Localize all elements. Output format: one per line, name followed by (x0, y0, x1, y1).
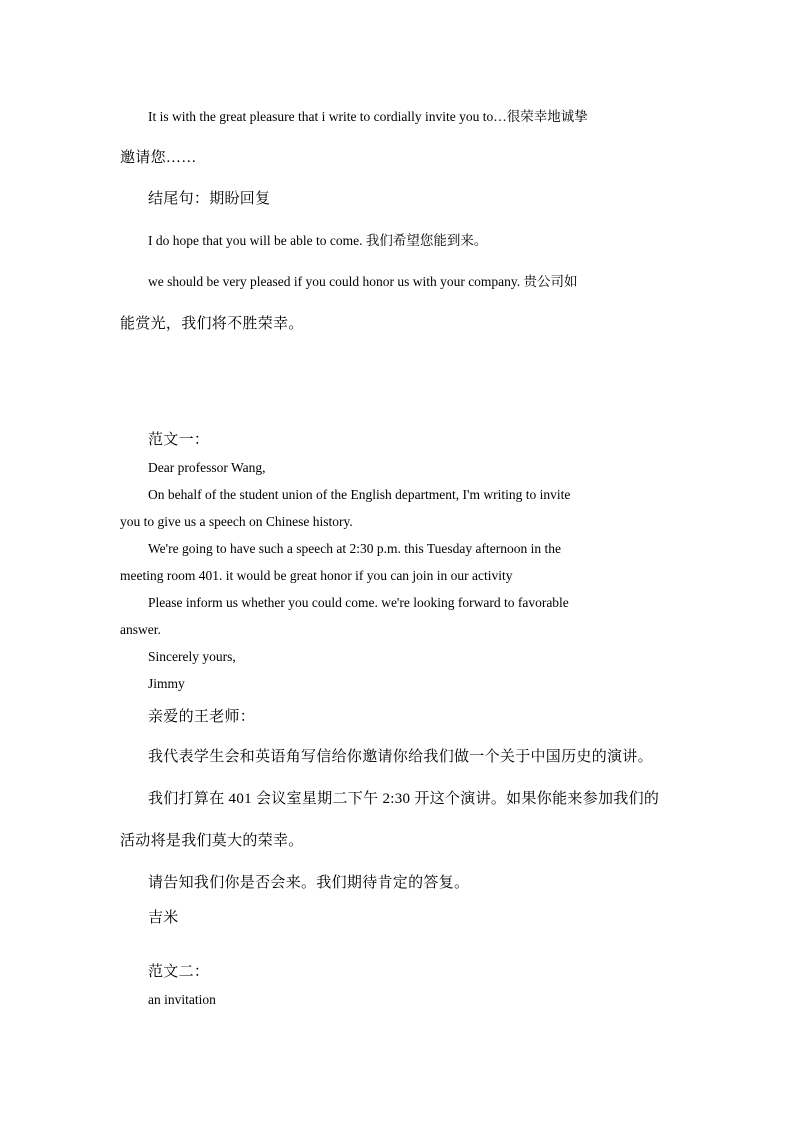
text-line: 邀请您…… (120, 150, 197, 166)
translation-body-line: 请告知我们你是否会来。我们期待肯定的答复。 (148, 875, 470, 891)
letter-body-line: We're going to have such a speech at 2:30 p.m. this Tuesday afternoon in the (148, 541, 562, 556)
text-line: an invitation (148, 992, 216, 1007)
letter-body-line: On behalf of the student union of the English department, I'm writing to invite (148, 487, 571, 502)
letter-closing: Sincerely yours, (148, 649, 236, 664)
section-heading: 范文二： (148, 964, 210, 980)
translation-salutation: 亲爱的王老师： (148, 709, 256, 725)
text-line: 能赏光，我们将不胜荣幸。 (120, 316, 304, 332)
letter-body-line: you to give us a speech on Chinese history. (120, 514, 353, 529)
text-line: we should be very pleased if you could honor us with your company. 贵公司如 (148, 274, 578, 289)
text-line: It is with the great pleasure that i write to cordially invite you to…很荣幸地诚挚 (148, 109, 588, 124)
letter-body-line: answer. (120, 622, 161, 637)
letter-body-line: Please inform us whether you could come. we're looking forward to favorable (148, 595, 569, 610)
section-heading: 结尾句：期盼回复 (148, 191, 271, 207)
letter-body-line: meeting room 401. it would be great honor if you can join in our activity (120, 568, 513, 583)
translation-signature: 吉米 (148, 910, 179, 926)
text-line: I do hope that you will be able to come. 我们希望您能到来。 (148, 233, 488, 248)
translation-body-line: 活动将是我们莫大的荣幸。 (120, 833, 304, 849)
section-heading: 范文一： (148, 432, 210, 448)
translation-body-line: 我们打算在 401 会议室星期二下午 2:30 开这个演讲。如果你能来参加我们的 (148, 791, 660, 807)
letter-salutation: Dear professor Wang, (148, 460, 266, 475)
letter-signature: Jimmy (148, 676, 185, 691)
translation-body-line: 我代表学生会和英语角写信给你邀请你给我们做一个关于中国历史的演讲。 (148, 749, 653, 765)
